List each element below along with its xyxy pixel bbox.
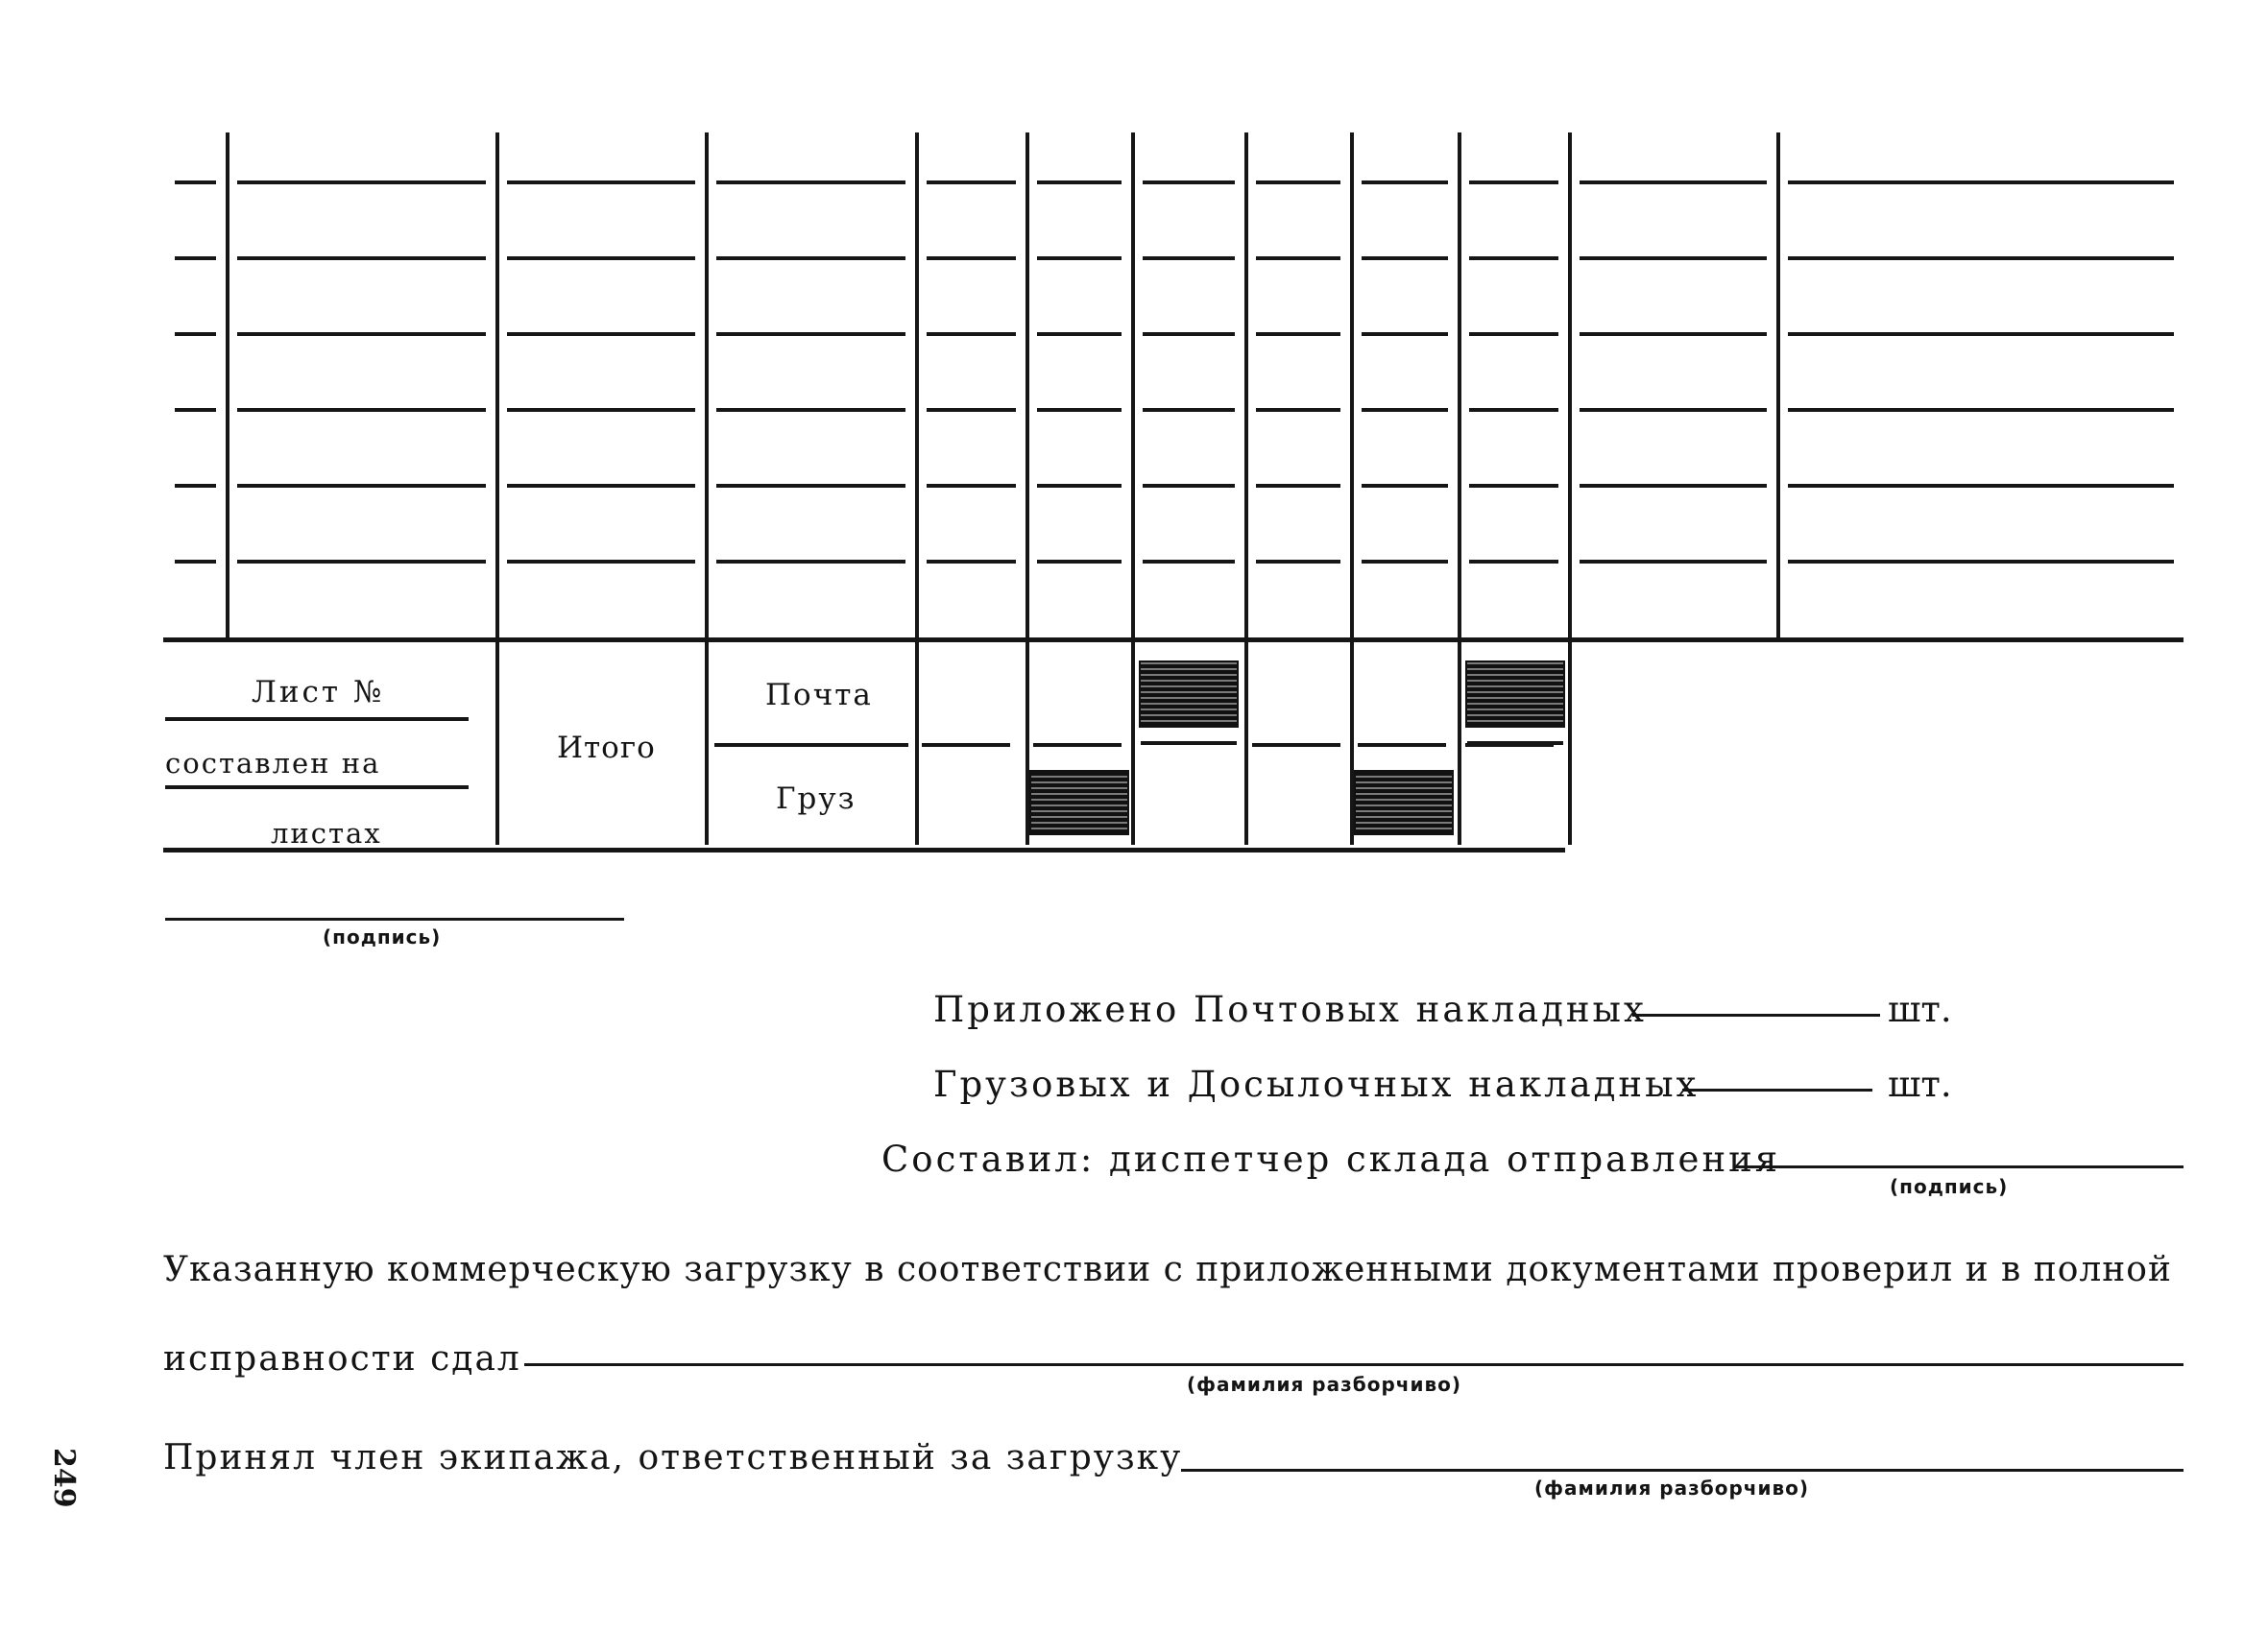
row-line [1256,180,1340,184]
footer-mid-line [922,743,1010,747]
attached-cargo-label: Грузовых и Досылочных накладных [933,1064,1700,1105]
redacted-cell [1139,660,1239,728]
compiled-by-label: Составил: диспетчер склада отправления [881,1139,1781,1180]
row-line [507,484,695,488]
signature-line [165,918,624,921]
row-line [1469,408,1558,412]
cargo-count-line [1682,1089,1872,1092]
column-divider [1131,132,1135,639]
row-line [716,560,905,564]
row-line [716,332,905,336]
compiled-on-label: составлен на [165,747,381,780]
statement-line-2: исправности сдал [163,1339,521,1379]
row-line [1362,560,1448,564]
row-line [1469,484,1558,488]
column-divider [1025,132,1029,639]
row-line [1469,332,1558,336]
row-line [716,484,905,488]
footer-divider [1131,639,1135,845]
statement-line-1: Указанную коммерческую загрузку в соответствии с приложенными документами проверил и в полной [163,1250,2172,1289]
row-line [507,256,695,260]
redacted-cell [1354,770,1454,835]
table-separator [163,637,2184,642]
sheets-label: листах [271,817,382,850]
attached-cargo-unit: шт. [1888,1064,1952,1105]
page-number: 249 [47,1448,81,1508]
column-divider [1776,132,1780,639]
signature-caption: (подпись) [323,925,442,949]
column-divider [495,132,499,639]
footer-mid-line [1033,743,1122,747]
row-line [716,180,905,184]
received-caption: (фамилия разборчиво) [1534,1477,1810,1500]
footer-divider [915,639,919,845]
row-line [175,256,216,260]
row-line [927,560,1016,564]
footer-divider [1458,639,1461,845]
column-divider [1568,132,1572,639]
footer-mid-line [1358,743,1446,747]
sheet-no-underline [165,717,469,721]
row-line [237,332,486,336]
row-line [1037,180,1122,184]
row-line [1256,408,1340,412]
row-line [927,332,1016,336]
column-divider [705,132,709,639]
row-line [1580,180,1767,184]
row-line [1580,332,1767,336]
row-line [1788,256,2174,260]
row-line [237,408,486,412]
row-line [1469,560,1558,564]
row-line [1037,332,1122,336]
row-line [1362,332,1448,336]
row-line [175,408,216,412]
row-line [1788,560,2174,564]
row-line [1580,256,1767,260]
row-line [927,408,1016,412]
row-line [1037,484,1122,488]
row-line [1143,560,1235,564]
column-divider [1350,132,1354,639]
row-line [1256,332,1340,336]
list-no-label: Лист № [252,675,385,709]
row-line [1143,256,1235,260]
row-line [237,560,486,564]
footer-mid-line [1467,741,1563,745]
row-line [1362,484,1448,488]
row-line [507,560,695,564]
row-line [927,256,1016,260]
row-line [175,560,216,564]
row-line [175,484,216,488]
row-line [1362,256,1448,260]
row-line [716,256,905,260]
mail-count-line [1632,1014,1880,1017]
footer-divider [1244,639,1248,845]
row-line [1788,332,2174,336]
total-label: Итого [557,731,656,765]
row-line [1143,180,1235,184]
row-line [1580,408,1767,412]
attached-mail-unit: шт. [1888,989,1952,1030]
footer-mid-line [1141,741,1237,745]
handover-name-line [524,1363,2184,1366]
redacted-cell [1029,770,1129,835]
row-line [237,256,486,260]
row-line [927,180,1016,184]
row-line [1256,484,1340,488]
row-line [1256,256,1340,260]
row-line [1037,560,1122,564]
footer-divider [705,639,709,845]
footer-divider [1568,639,1572,845]
mail-cargo-divider [714,743,908,747]
column-divider [1458,132,1461,639]
column-divider [915,132,919,639]
row-line [1788,484,2174,488]
row-line [507,332,695,336]
redacted-cell [1465,660,1565,728]
cargo-label: Груз [776,781,857,816]
row-line [237,484,486,488]
row-line [507,180,695,184]
compiled-by-caption: (подпись) [1890,1175,2009,1198]
statement-caption: (фамилия разборчиво) [1187,1373,1462,1396]
attached-mail-label: Приложено Почтовых накладных [933,989,1647,1030]
crew-name-line [1181,1469,2184,1472]
footer-divider [495,639,499,845]
row-line [1788,408,2174,412]
row-line [1143,408,1235,412]
row-line [1256,560,1340,564]
row-line [1469,180,1558,184]
row-line [237,180,486,184]
column-divider [1244,132,1248,639]
row-line [1037,408,1122,412]
row-line [507,408,695,412]
row-line [1469,256,1558,260]
footer-mid-line [1252,743,1340,747]
row-line [1037,256,1122,260]
mail-label: Почта [765,678,873,712]
row-line [1580,484,1767,488]
row-line [927,484,1016,488]
row-line [1143,332,1235,336]
row-line [1143,484,1235,488]
row-line [716,408,905,412]
compiled-on-underline [165,785,469,789]
row-line [1580,560,1767,564]
dispatcher-signature-line [1734,1165,2184,1168]
row-line [1788,180,2174,184]
row-line [175,332,216,336]
column-divider [226,132,229,639]
received-label: Принял член экипажа, ответственный за загрузку [163,1438,1183,1477]
row-line [175,180,216,184]
row-line [1362,408,1448,412]
row-line [1362,180,1448,184]
